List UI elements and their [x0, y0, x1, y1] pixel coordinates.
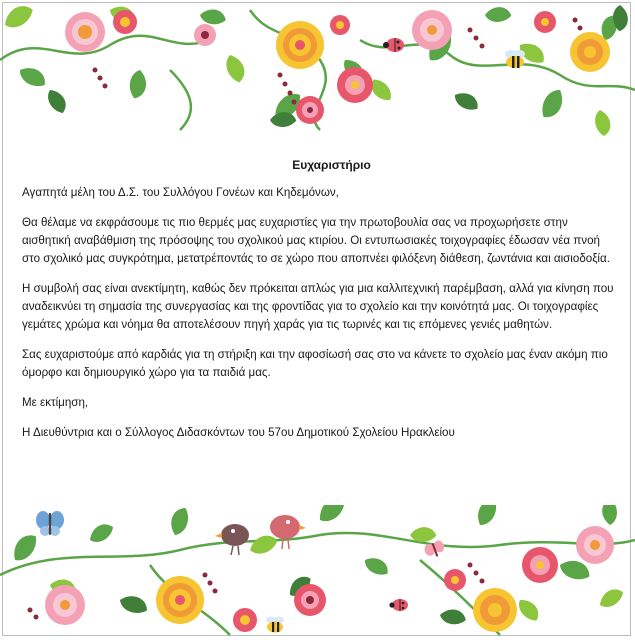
top-floral-border [0, 0, 635, 150]
letter-closing: Με εκτίμηση, [22, 396, 89, 409]
bird-icon [215, 524, 249, 555]
berry-icon [28, 563, 485, 620]
letter-signature: Η Διευθύντρια και ο Σύλλογος Διδασκόντων του 57ου Δημοτικού Σχολείου Ηρακλείου [22, 426, 455, 439]
bottom-floral-border [0, 505, 635, 640]
letter-paragraph: Θα θέλαμε να εκφράσουμε τις πιο θερμές μας ευχαριστίες για την πρωτοβουλία σας να προχωρήσετε στην αισθητική αναβάθμιση της πρόσοψης του σχολικού μας κτιρίου. Οι εντυπωσιακές τοιχογραφίες έδωσαν νέα πνοή στο σχολικό μας συγκρότημα, μετατρέποντάς το σε χώρο που αποπνέει φιλόξενη διάθεση, ζωντάνια και αισιοδοξία. [22, 216, 610, 265]
letter-title: Ευχαριστήριο [292, 158, 371, 172]
letter-body [22, 156, 617, 442]
bee-icon [266, 617, 284, 633]
butterfly-icon [36, 511, 64, 536]
bee-icon [505, 50, 525, 68]
ladybug-icon [389, 599, 408, 611]
ladybug-icon [383, 38, 404, 52]
letter-greeting: Αγαπητά μέλη του Δ.Σ. του Συλλόγου Γονέων και Κηδεμόνων, [22, 186, 339, 199]
letter-paragraph: Σας ευχαριστούμε από καρδιάς για τη στήριξη και την αφοσίωσή σας στο να κάνετε το σχολείο μας έναν ακόμη πιο όμορφο και δημιουργικό χώρο για τα παιδιά μας. [22, 348, 608, 379]
letter-paragraph: Η συμβολή σας είναι ανεκτίμητη, καθώς δεν πρόκειται απλώς για μια καλλιτεχνική παρέμβαση, αλλά για κίνηση που αναδεικνύει τη σημασία της συνεργασίας και της φροντίδας για το σχολείο και την κοινότητά μας. Οι τοιχογραφίες γεμάτες χρώμα και νόημα θα αποτελέσουν πηγή χαράς για τις τωρινές και τις επόμενες γενιές μαθητών. [22, 282, 614, 331]
flower-icon [65, 10, 610, 124]
